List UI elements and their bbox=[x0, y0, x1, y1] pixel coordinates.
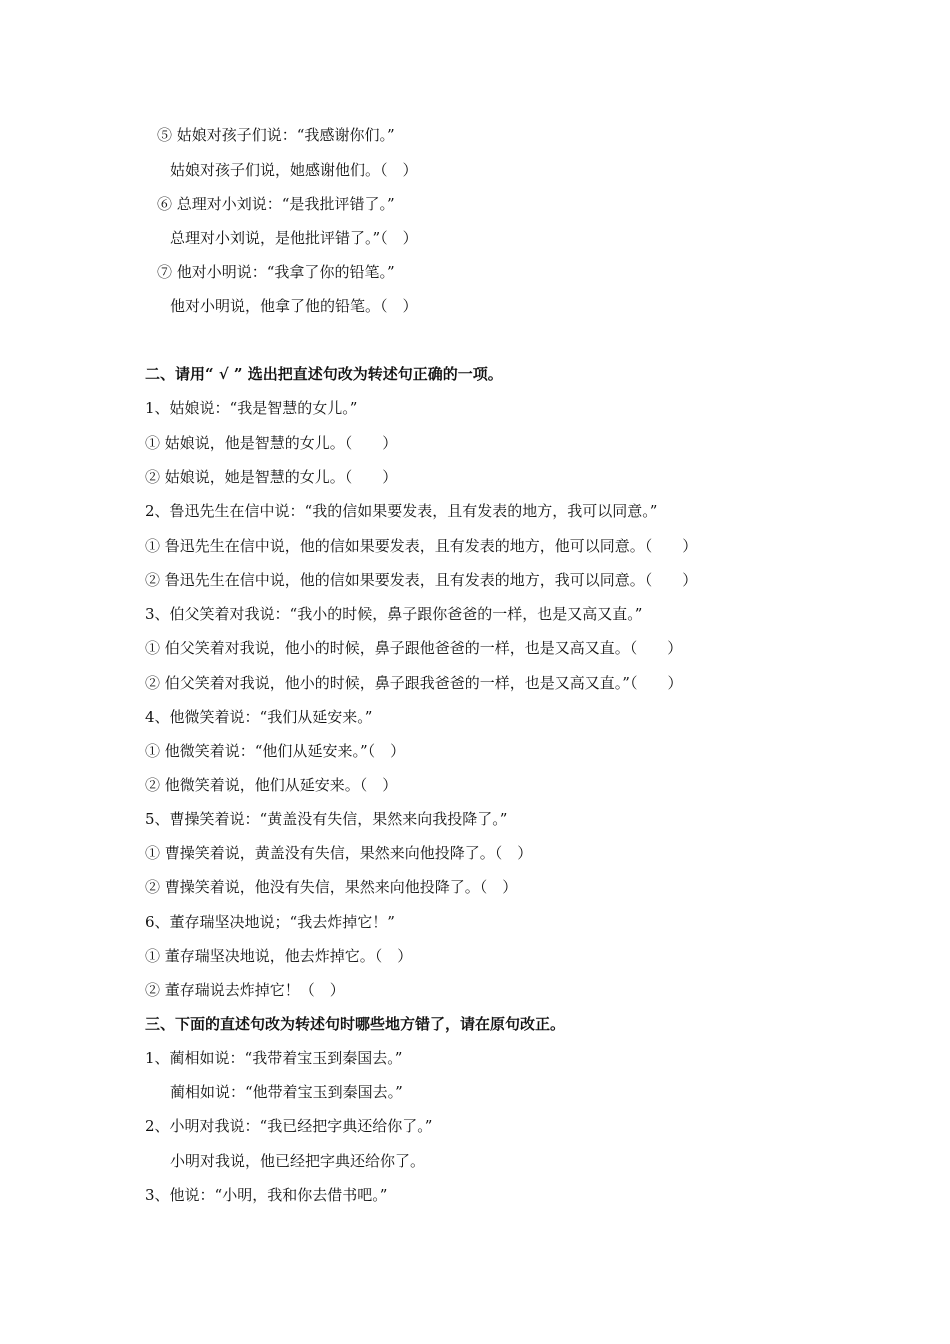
s2-item-6-option-2: ② 董存瑞说去炸掉它！（ ） bbox=[145, 981, 345, 999]
s2-item-2-option-1: ① 鲁迅先生在信中说，他的信如果要发表，且有发表的地方，他可以同意。（ ） bbox=[145, 537, 698, 555]
s2-item-4-stem: 4、他微笑着说：“我们从延安来。” bbox=[145, 708, 373, 726]
s2-item-2-option-2: ② 鲁迅先生在信中说，他的信如果要发表，且有发表的地方，我可以同意。（ ） bbox=[145, 571, 698, 589]
section-2-heading: 二、请用“ √ ” 选出把直述句改为转述句正确的一项。 bbox=[145, 365, 503, 383]
s2-item-4-option-2: ② 他微笑着说，他们从延安来。（ ） bbox=[145, 776, 398, 794]
q7-direct-sentence: ⑦ 他对小明说：“我拿了你的铅笔。” bbox=[157, 263, 395, 281]
s2-item-6-option-1: ① 董存瑞坚决地说，他去炸掉它。（ ） bbox=[145, 947, 413, 965]
s2-item-3-option-1: ① 伯父笑着对我说，他小的时候，鼻子跟他爸爸的一样，也是又高又直。（ ） bbox=[145, 639, 683, 657]
s2-item-4-option-1: ① 他微笑着说：“他们从延安来。”（ ） bbox=[145, 742, 406, 760]
s3-q1-direct: 1、蔺相如说：“我带着宝玉到秦国去。” bbox=[145, 1049, 403, 1067]
q6-direct-sentence: ⑥ 总理对小刘说：“是我批评错了。” bbox=[157, 195, 395, 213]
q5-direct-sentence: ⑤ 姑娘对孩子们说：“我感谢你们。” bbox=[157, 126, 395, 144]
s3-q2-indirect: 小明对我说，他已经把字典还给你了。 bbox=[170, 1152, 426, 1170]
q7-indirect-sentence: 他对小明说，他拿了他的铅笔。（ ） bbox=[170, 297, 418, 315]
q6-indirect-sentence: 总理对小刘说，是他批评错了。”（ ） bbox=[170, 229, 418, 247]
s2-item-6-stem: 6、董存瑞坚决地说；“我去炸掉它！” bbox=[145, 913, 395, 931]
s2-item-1-option-1: ① 姑娘说，他是智慧的女儿。（ ） bbox=[145, 434, 398, 452]
s2-item-3-option-2: ② 伯父笑着对我说，他小的时候，鼻子跟我爸爸的一样，也是又高又直。”（ ） bbox=[145, 674, 683, 692]
s2-item-1-option-2: ② 姑娘说，她是智慧的女儿。（ ） bbox=[145, 468, 398, 486]
s3-q2-direct: 2、小明对我说：“我已经把字典还给你了。” bbox=[145, 1117, 433, 1135]
q5-indirect-sentence: 姑娘对孩子们说，她感谢他们。（ ） bbox=[170, 161, 418, 179]
section-3-heading: 三、下面的直述句改为转述句时哪些地方错了，请在原句改正。 bbox=[145, 1015, 566, 1033]
s2-item-5-option-1: ① 曹操笑着说，黄盖没有失信，果然来向他投降了。（ ） bbox=[145, 844, 533, 862]
s2-item-5-option-2: ② 曹操笑着说，他没有失信，果然来向他投降了。（ ） bbox=[145, 878, 518, 896]
s3-q3-direct: 3、他说：“小明，我和你去借书吧。” bbox=[145, 1186, 388, 1204]
s2-item-5-stem: 5、曹操笑着说：“黄盖没有失信，果然来向我投降了。” bbox=[145, 810, 508, 828]
s2-item-2-stem: 2、鲁迅先生在信中说：“我的信如果要发表，且有发表的地方，我可以同意。” bbox=[145, 502, 658, 520]
s3-q1-indirect: 蔺相如说：“他带着宝玉到秦国去。” bbox=[170, 1083, 403, 1101]
s2-item-3-stem: 3、伯父笑着对我说：“我小的时候，鼻子跟你爸爸的一样，也是又高又直。” bbox=[145, 605, 643, 623]
s2-item-1-stem: 1、姑娘说：“我是智慧的女儿。” bbox=[145, 399, 358, 417]
